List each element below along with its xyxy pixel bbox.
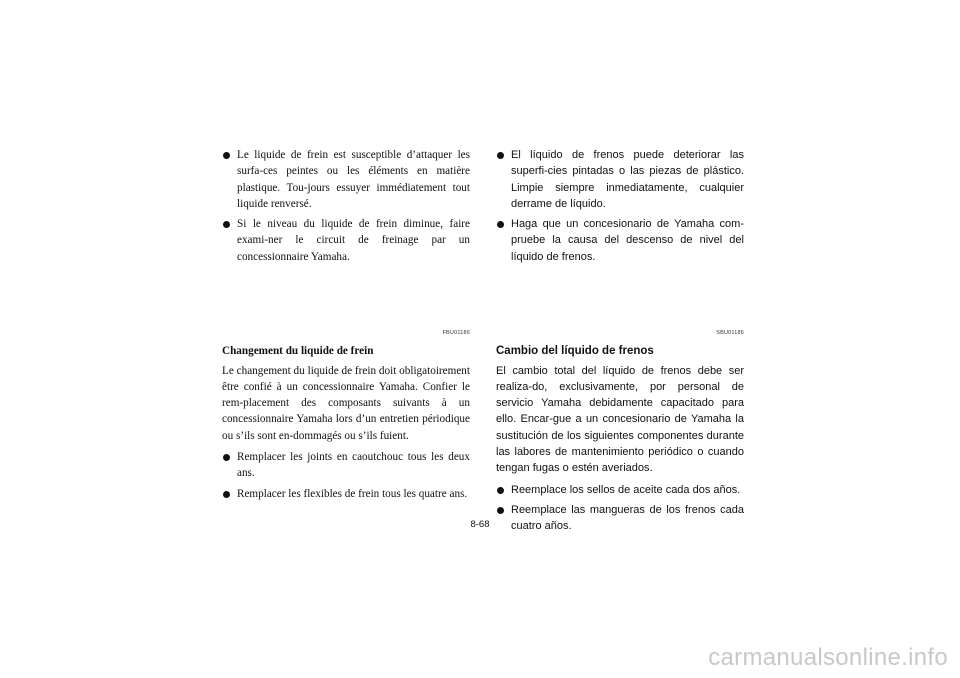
bullet-text: Remplacer les joints en caoutchouc tous les deux ans. (237, 451, 470, 480)
bullet-icon (223, 221, 230, 228)
bullet-icon (497, 487, 504, 494)
watermark-text: carmanualsonline.info (708, 644, 948, 671)
bullet-text: Le liquide de frein est susceptible d’attaquer les surfa-ces peintes ou les éléments en matière plastique. Tou-jours essuyer immédiatement tout liquide renversé. (237, 149, 470, 210)
list-item (496, 147, 744, 212)
spanish-replacement-list (496, 482, 744, 535)
french-replacement-list (222, 449, 470, 502)
bullet-icon (223, 454, 230, 461)
bullet-text: Reemplace los sellos de aceite cada dos años. (511, 483, 741, 496)
bullet-icon (497, 152, 504, 159)
french-brake-fluid-section (222, 325, 470, 506)
section-paragraph: El cambio total del líquido de frenos debe ser realiza-do, exclusivamente, por personal de servicio Yamaha debidamente capacitado para ello. Encar-gue a un concesionario de Yamaha la sustitución de los siguientes componentes durante las labores de mantenimiento periódico o cuando tengan fugas o estén averiados. (496, 364, 744, 475)
spanish-brake-fluid-section (496, 325, 744, 539)
section-code: SBU01186 (716, 330, 744, 336)
section-paragraph: Le changement du liquide de frein doit obligatoirement être confié à un concessionnaire Yamaha. Confier le rem-placement des composants suivants à un concessionnaire Yamaha lors d’un entretien périodique ou s’ils sont en-dommagés ou s’ils fuient. (222, 364, 470, 442)
bullet-icon (497, 221, 504, 228)
section-heading: Changement du liquide de frein (222, 345, 374, 358)
bullet-icon (223, 491, 230, 498)
bullet-text: Remplacer les flexibles de frein tous les quatre ans. (237, 487, 468, 500)
spanish-warning-list (496, 147, 744, 269)
list-item (222, 486, 470, 502)
list-item (222, 216, 470, 265)
bullet-text: El líquido de frenos puede deteriorar las superfi-cies pintadas o las piezas de plástico. Limpie siempre inmediatamente, cualquier derrame de líquido. (511, 149, 744, 210)
bullet-icon (223, 152, 230, 159)
section-code: FBU01186 (442, 330, 470, 336)
bullet-text: Reemplace las mangueras de los frenos cada cuatro años. (511, 503, 744, 533)
list-item (222, 147, 470, 212)
page-number: 8-68 (470, 519, 490, 530)
bullet-icon (497, 507, 504, 514)
bullet-text: Haga que un concesionario de Yamaha com-pruebe la causa del descenso de nivel del líquido de frenos. (511, 218, 744, 263)
list-item (496, 216, 744, 265)
french-warning-list (222, 147, 470, 269)
bullet-text: Si le niveau du liquide de frein diminue, faire exami-ner le circuit de freinage par un concessionnaire Yamaha. (237, 218, 470, 263)
list-item (496, 482, 744, 498)
section-heading: Cambio del líquido de frenos (496, 345, 654, 358)
list-item (496, 502, 744, 535)
list-item (222, 449, 470, 482)
